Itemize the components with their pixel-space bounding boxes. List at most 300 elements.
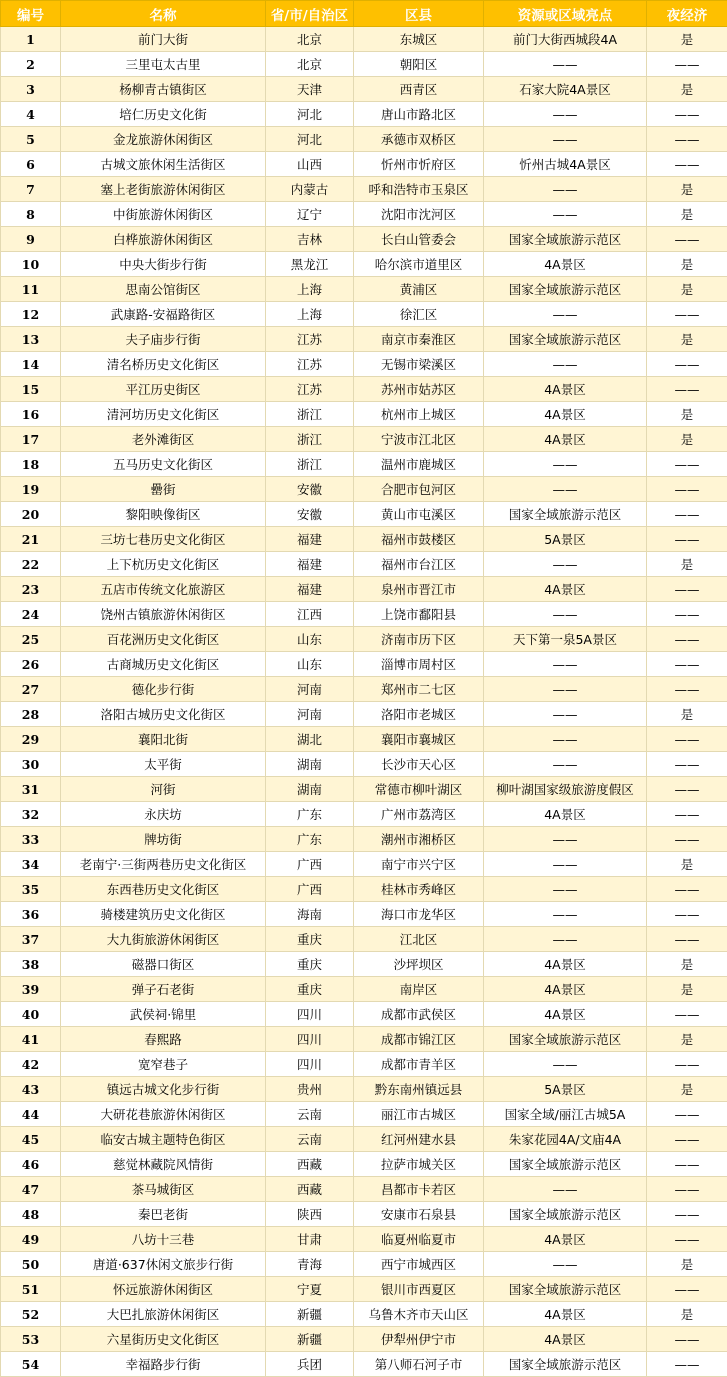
cell-name: 永庆坊	[61, 802, 266, 827]
cell-province: 西藏	[266, 1152, 354, 1177]
cell-highlight: 4A景区	[484, 1002, 647, 1027]
cell-name: 武侯祠·锦里	[61, 1002, 266, 1027]
cell-highlight: ——	[484, 452, 647, 477]
cell-night-economy: ——	[647, 1227, 727, 1252]
cell-highlight: ——	[484, 102, 647, 127]
cell-name: 八坊十三巷	[61, 1227, 266, 1252]
cell-province: 上海	[266, 277, 354, 302]
cell-province: 江苏	[266, 327, 354, 352]
cell-district: 忻州市忻府区	[354, 152, 484, 177]
cell-province: 福建	[266, 577, 354, 602]
cell-highlight: 4A景区	[484, 252, 647, 277]
cell-province: 陕西	[266, 1202, 354, 1227]
cell-night-economy: 是	[647, 177, 727, 202]
cell-number: 5	[1, 127, 61, 152]
table-row	[1, 1202, 727, 1227]
cell-district: 海口市龙华区	[354, 902, 484, 927]
cell-name: 春熙路	[61, 1027, 266, 1052]
table-row	[1, 227, 727, 252]
cell-highlight: 国家全域旅游示范区	[484, 1202, 647, 1227]
cell-name: 幸福路步行街	[61, 1352, 266, 1377]
table-row	[1, 627, 727, 652]
cell-province: 重庆	[266, 952, 354, 977]
cell-district: 伊犁州伊宁市	[354, 1327, 484, 1352]
table-row	[1, 252, 727, 277]
cell-name: 老南宁·三街两巷历史文化街区	[61, 852, 266, 877]
cell-province: 河南	[266, 702, 354, 727]
cell-province: 北京	[266, 27, 354, 52]
cell-name: 弹子石老街	[61, 977, 266, 1002]
cell-name: 德化步行街	[61, 677, 266, 702]
cell-province: 重庆	[266, 927, 354, 952]
cell-highlight: 4A景区	[484, 1327, 647, 1352]
cell-number: 2	[1, 52, 61, 77]
cell-number: 8	[1, 202, 61, 227]
cell-district: 丽江市古城区	[354, 1102, 484, 1127]
cell-name: 三里屯太古里	[61, 52, 266, 77]
cell-number: 15	[1, 377, 61, 402]
cell-province: 四川	[266, 1027, 354, 1052]
cell-highlight: 国家全域旅游示范区	[484, 1152, 647, 1177]
cell-highlight: 4A景区	[484, 402, 647, 427]
table-row	[1, 202, 727, 227]
cell-number: 22	[1, 552, 61, 577]
table-row	[1, 77, 727, 102]
cell-highlight: ——	[484, 927, 647, 952]
cell-highlight: ——	[484, 1052, 647, 1077]
cell-province: 西藏	[266, 1177, 354, 1202]
cell-highlight: ——	[484, 902, 647, 927]
cell-night-economy: ——	[647, 1327, 727, 1352]
cell-number: 16	[1, 402, 61, 427]
cell-highlight: 4A景区	[484, 977, 647, 1002]
cell-district: 乌鲁木齐市天山区	[354, 1302, 484, 1327]
cell-night-economy: 是	[647, 552, 727, 577]
cell-district: 沈阳市沈河区	[354, 202, 484, 227]
cell-name: 磁器口街区	[61, 952, 266, 977]
cell-number: 25	[1, 627, 61, 652]
cell-night-economy: ——	[647, 502, 727, 527]
cell-province: 上海	[266, 302, 354, 327]
cell-night-economy: ——	[647, 1202, 727, 1227]
cell-district: 淄博市周村区	[354, 652, 484, 677]
cell-number: 35	[1, 877, 61, 902]
cell-district: 成都市青羊区	[354, 1052, 484, 1077]
cell-number: 3	[1, 77, 61, 102]
cell-number: 13	[1, 327, 61, 352]
cell-name: 思南公馆街区	[61, 277, 266, 302]
cell-province: 内蒙古	[266, 177, 354, 202]
cell-number: 7	[1, 177, 61, 202]
cell-district: 南岸区	[354, 977, 484, 1002]
cell-night-economy: 是	[647, 702, 727, 727]
cell-number: 46	[1, 1152, 61, 1177]
cell-district: 第八师石河子市	[354, 1352, 484, 1377]
cell-district: 长沙市天心区	[354, 752, 484, 777]
table-row	[1, 1152, 727, 1177]
cell-district: 唐山市路北区	[354, 102, 484, 127]
cell-number: 51	[1, 1277, 61, 1302]
table-row	[1, 927, 727, 952]
cell-name: 大巴扎旅游休闲街区	[61, 1302, 266, 1327]
cell-number: 32	[1, 802, 61, 827]
cell-district: 哈尔滨市道里区	[354, 252, 484, 277]
cell-province: 宁夏	[266, 1277, 354, 1302]
cell-district: 安康市石泉县	[354, 1202, 484, 1227]
table-row	[1, 127, 727, 152]
cell-highlight: ——	[484, 677, 647, 702]
cell-province: 山东	[266, 652, 354, 677]
table-row	[1, 102, 727, 127]
cell-name: 洛阳古城历史文化街区	[61, 702, 266, 727]
cell-number: 21	[1, 527, 61, 552]
cell-district: 桂林市秀峰区	[354, 877, 484, 902]
cell-name: 六星街历史文化街区	[61, 1327, 266, 1352]
cell-province: 贵州	[266, 1077, 354, 1102]
cell-night-economy: 是	[647, 1302, 727, 1327]
cell-highlight: 国家全域旅游示范区	[484, 227, 647, 252]
cell-name: 镇远古城文化步行街	[61, 1077, 266, 1102]
cell-highlight: ——	[484, 302, 647, 327]
table-row	[1, 877, 727, 902]
cell-number: 49	[1, 1227, 61, 1252]
cell-province: 福建	[266, 552, 354, 577]
cell-highlight: 国家全域旅游示范区	[484, 502, 647, 527]
table-row	[1, 27, 727, 52]
cell-district: 福州市台江区	[354, 552, 484, 577]
cell-night-economy: ——	[647, 877, 727, 902]
cell-name: 牌坊街	[61, 827, 266, 852]
cell-district: 成都市武侯区	[354, 1002, 484, 1027]
cell-province: 甘肃	[266, 1227, 354, 1252]
cell-district: 拉萨市城关区	[354, 1152, 484, 1177]
cell-name: 五店市传统文化旅游区	[61, 577, 266, 602]
cell-number: 24	[1, 602, 61, 627]
cell-district: 黄浦区	[354, 277, 484, 302]
cell-name: 罍街	[61, 477, 266, 502]
table-row	[1, 1077, 727, 1102]
cell-number: 53	[1, 1327, 61, 1352]
cell-district: 昌都市卡若区	[354, 1177, 484, 1202]
cell-province: 四川	[266, 1052, 354, 1077]
table-row	[1, 402, 727, 427]
cell-night-economy: ——	[647, 1127, 727, 1152]
cell-highlight: 柳叶湖国家级旅游度假区	[484, 777, 647, 802]
cell-name: 骑楼建筑历史文化街区	[61, 902, 266, 927]
cell-name: 老外滩街区	[61, 427, 266, 452]
cell-night-economy: ——	[647, 1052, 727, 1077]
cell-name: 古城文旅休闲生活街区	[61, 152, 266, 177]
cell-district: 黄山市屯溪区	[354, 502, 484, 527]
cell-name: 饶州古镇旅游休闲街区	[61, 602, 266, 627]
cell-district: 常德市柳叶湖区	[354, 777, 484, 802]
cell-highlight: ——	[484, 52, 647, 77]
cell-province: 浙江	[266, 452, 354, 477]
cell-night-economy: 是	[647, 977, 727, 1002]
cell-highlight: 国家全域旅游示范区	[484, 327, 647, 352]
cell-province: 浙江	[266, 402, 354, 427]
cell-district: 西宁市城西区	[354, 1252, 484, 1277]
cell-number: 4	[1, 102, 61, 127]
cell-highlight: 5A景区	[484, 1077, 647, 1102]
cell-number: 44	[1, 1102, 61, 1127]
cell-night-economy: ——	[647, 302, 727, 327]
cell-name: 襄阳北街	[61, 727, 266, 752]
cell-name: 培仁历史文化街	[61, 102, 266, 127]
cell-province: 安徽	[266, 477, 354, 502]
cell-highlight: 忻州古城4A景区	[484, 152, 647, 177]
cell-highlight: 国家全域旅游示范区	[484, 1027, 647, 1052]
cell-district: 临夏州临夏市	[354, 1227, 484, 1252]
cell-province: 北京	[266, 52, 354, 77]
cell-number: 31	[1, 777, 61, 802]
table-row	[1, 802, 727, 827]
table-row	[1, 677, 727, 702]
cell-province: 山西	[266, 152, 354, 177]
cell-name: 百花洲历史文化街区	[61, 627, 266, 652]
table-row	[1, 352, 727, 377]
cell-name: 太平街	[61, 752, 266, 777]
cell-province: 江苏	[266, 377, 354, 402]
cell-name: 夫子庙步行街	[61, 327, 266, 352]
cell-night-economy: 是	[647, 1027, 727, 1052]
cell-province: 湖南	[266, 777, 354, 802]
cell-number: 39	[1, 977, 61, 1002]
cell-number: 52	[1, 1302, 61, 1327]
header-province: 省/市/自治区	[266, 1, 354, 27]
cell-highlight: 前门大街西城段4A	[484, 27, 647, 52]
cell-highlight: ——	[484, 727, 647, 752]
cell-district: 潮州市湘桥区	[354, 827, 484, 852]
cell-number: 42	[1, 1052, 61, 1077]
cell-number: 6	[1, 152, 61, 177]
cell-number: 19	[1, 477, 61, 502]
cell-province: 四川	[266, 1002, 354, 1027]
cell-night-economy: ——	[647, 52, 727, 77]
cell-name: 金龙旅游休闲街区	[61, 127, 266, 152]
cell-highlight: 天下第一泉5A景区	[484, 627, 647, 652]
cell-province: 江苏	[266, 352, 354, 377]
cell-night-economy: 是	[647, 952, 727, 977]
cell-province: 新疆	[266, 1327, 354, 1352]
cell-province: 湖南	[266, 752, 354, 777]
cell-night-economy: ——	[647, 127, 727, 152]
table-row	[1, 1002, 727, 1027]
header-name: 名称	[61, 1, 266, 27]
cell-province: 云南	[266, 1102, 354, 1127]
cell-province: 湖北	[266, 727, 354, 752]
cell-number: 30	[1, 752, 61, 777]
cell-name: 前门大街	[61, 27, 266, 52]
cell-number: 33	[1, 827, 61, 852]
cell-name: 清名桥历史文化街区	[61, 352, 266, 377]
cell-name: 黎阳映像街区	[61, 502, 266, 527]
cell-highlight: 4A景区	[484, 952, 647, 977]
cell-number: 23	[1, 577, 61, 602]
cell-district: 朝阳区	[354, 52, 484, 77]
table-row	[1, 1252, 727, 1277]
cell-district: 呼和浩特市玉泉区	[354, 177, 484, 202]
cell-night-economy: ——	[647, 1152, 727, 1177]
cell-district: 郑州市二七区	[354, 677, 484, 702]
cell-district: 南京市秦淮区	[354, 327, 484, 352]
cell-number: 29	[1, 727, 61, 752]
cell-night-economy: ——	[647, 777, 727, 802]
cell-night-economy: 是	[647, 327, 727, 352]
cell-province: 兵团	[266, 1352, 354, 1377]
table-row	[1, 902, 727, 927]
cell-night-economy: ——	[647, 227, 727, 252]
cell-night-economy: ——	[647, 577, 727, 602]
table-row	[1, 1102, 727, 1127]
cell-night-economy: ——	[647, 477, 727, 502]
cell-number: 27	[1, 677, 61, 702]
cell-name: 中街旅游休闲街区	[61, 202, 266, 227]
cell-province: 安徽	[266, 502, 354, 527]
cell-district: 红河州建水县	[354, 1127, 484, 1152]
cell-night-economy: ——	[647, 827, 727, 852]
cell-number: 36	[1, 902, 61, 927]
header-district: 区县	[354, 1, 484, 27]
cell-night-economy: ——	[647, 527, 727, 552]
cell-province: 山东	[266, 627, 354, 652]
cell-highlight: 4A景区	[484, 427, 647, 452]
cell-night-economy: 是	[647, 27, 727, 52]
cell-district: 承德市双桥区	[354, 127, 484, 152]
cell-district: 长白山管委会	[354, 227, 484, 252]
cell-night-economy: ——	[647, 1102, 727, 1127]
cell-name: 临安古城主题特色街区	[61, 1127, 266, 1152]
cell-district: 襄阳市襄城区	[354, 727, 484, 752]
cell-district: 济南市历下区	[354, 627, 484, 652]
cell-district: 银川市西夏区	[354, 1277, 484, 1302]
cell-district: 广州市荔湾区	[354, 802, 484, 827]
cell-number: 48	[1, 1202, 61, 1227]
cell-night-economy: 是	[647, 1252, 727, 1277]
cell-number: 40	[1, 1002, 61, 1027]
table-row	[1, 1177, 727, 1202]
cell-highlight: 石家大院4A景区	[484, 77, 647, 102]
cell-name: 秦巴老街	[61, 1202, 266, 1227]
cell-name: 慈觉林藏院风情街	[61, 1152, 266, 1177]
cell-province: 云南	[266, 1127, 354, 1152]
cell-name: 白桦旅游休闲街区	[61, 227, 266, 252]
cell-district: 徐汇区	[354, 302, 484, 327]
cell-name: 中央大街步行街	[61, 252, 266, 277]
cell-highlight: ——	[484, 652, 647, 677]
cell-number: 41	[1, 1027, 61, 1052]
cell-number: 50	[1, 1252, 61, 1277]
cell-name: 塞上老街旅游休闲街区	[61, 177, 266, 202]
cell-night-economy: ——	[647, 1277, 727, 1302]
cell-highlight: ——	[484, 477, 647, 502]
table-row	[1, 952, 727, 977]
cell-number: 37	[1, 927, 61, 952]
cell-highlight: ——	[484, 1252, 647, 1277]
cell-province: 广西	[266, 877, 354, 902]
cell-name: 清河坊历史文化街区	[61, 402, 266, 427]
cell-highlight: 国家全域/丽江古城5A	[484, 1102, 647, 1127]
cell-number: 17	[1, 427, 61, 452]
cell-night-economy: 是	[647, 252, 727, 277]
cell-name: 河街	[61, 777, 266, 802]
cell-number: 14	[1, 352, 61, 377]
cell-night-economy: ——	[647, 627, 727, 652]
header-night-economy: 夜经济	[647, 1, 727, 27]
header-highlight: 资源或区域亮点	[484, 1, 647, 27]
cell-province: 重庆	[266, 977, 354, 1002]
cell-highlight: 4A景区	[484, 802, 647, 827]
cell-district: 合肥市包河区	[354, 477, 484, 502]
cell-name: 大研花巷旅游休闲街区	[61, 1102, 266, 1127]
table-body	[1, 27, 727, 1377]
table-row	[1, 427, 727, 452]
table-row	[1, 727, 727, 752]
cell-name: 唐道·637休闲文旅步行街	[61, 1252, 266, 1277]
table-row	[1, 502, 727, 527]
table-row	[1, 527, 727, 552]
table-row	[1, 1027, 727, 1052]
table-row	[1, 827, 727, 852]
table-row	[1, 452, 727, 477]
cell-highlight: ——	[484, 752, 647, 777]
cell-number: 43	[1, 1077, 61, 1102]
table-row	[1, 752, 727, 777]
cell-province: 海南	[266, 902, 354, 927]
table-row	[1, 1302, 727, 1327]
cell-highlight: ——	[484, 827, 647, 852]
header-number: 编号	[1, 1, 61, 27]
cell-night-economy: 是	[647, 402, 727, 427]
cell-name: 茶马城街区	[61, 1177, 266, 1202]
cell-name: 平江历史街区	[61, 377, 266, 402]
cell-highlight: 4A景区	[484, 1302, 647, 1327]
cell-district: 江北区	[354, 927, 484, 952]
cell-number: 9	[1, 227, 61, 252]
cell-night-economy: 是	[647, 202, 727, 227]
cell-province: 江西	[266, 602, 354, 627]
cell-province: 黑龙江	[266, 252, 354, 277]
cell-highlight: ——	[484, 1177, 647, 1202]
cell-night-economy: ——	[647, 1352, 727, 1377]
cell-highlight: ——	[484, 877, 647, 902]
cell-province: 河北	[266, 127, 354, 152]
cell-highlight: ——	[484, 352, 647, 377]
cell-night-economy: ——	[647, 352, 727, 377]
cell-night-economy: ——	[647, 802, 727, 827]
cell-province: 广东	[266, 827, 354, 852]
cell-night-economy: ——	[647, 102, 727, 127]
table-header-row	[1, 1, 727, 27]
cell-number: 54	[1, 1352, 61, 1377]
cell-name: 三坊七巷历史文化街区	[61, 527, 266, 552]
cell-night-economy: ——	[647, 752, 727, 777]
table-row	[1, 302, 727, 327]
table-row	[1, 277, 727, 302]
cell-number: 38	[1, 952, 61, 977]
table-row	[1, 327, 727, 352]
table-row	[1, 1277, 727, 1302]
cell-province: 河北	[266, 102, 354, 127]
cell-district: 上饶市鄱阳县	[354, 602, 484, 627]
cell-highlight: ——	[484, 602, 647, 627]
cell-highlight: ——	[484, 702, 647, 727]
table-row	[1, 377, 727, 402]
table-row	[1, 777, 727, 802]
cell-name: 宽窄巷子	[61, 1052, 266, 1077]
cell-highlight: ——	[484, 202, 647, 227]
cell-province: 天津	[266, 77, 354, 102]
